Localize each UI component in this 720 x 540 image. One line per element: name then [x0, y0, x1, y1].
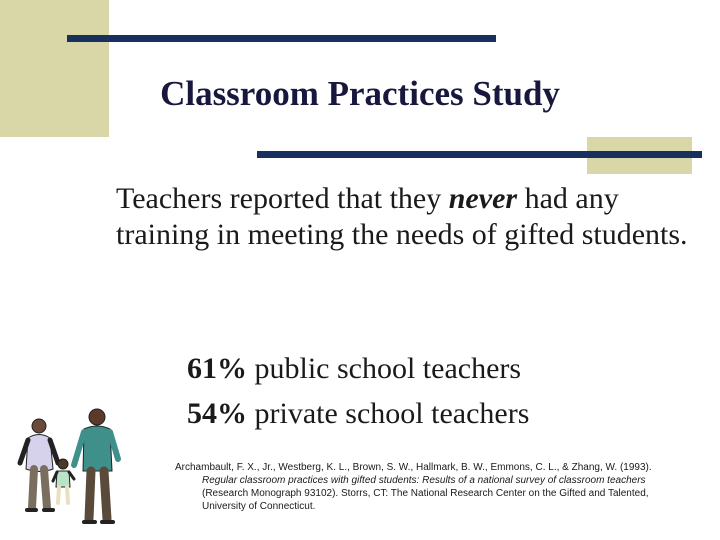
stat-percent: 54%: [187, 397, 247, 430]
citation-institution: University of Connecticut.: [202, 501, 316, 512]
family-walking-illustration-icon: [6, 405, 124, 535]
decorative-bar-top: [67, 35, 496, 42]
citation-publisher: (Research Monograph 93102). Storrs, CT: The National Research Center on the Gifted and Talented,: [202, 488, 649, 499]
stat-private-school: [187, 396, 529, 432]
citation-authors: Archambault, F. X., Jr., Westberg, K. L., Brown, S. W., Hallmark, B. W., Emmons, C. L., & Zhang, W. (1993).: [175, 462, 652, 473]
body-paragraph: [116, 181, 706, 253]
decorative-bar-bottom: [257, 151, 702, 158]
body-text-emphasis: never: [448, 182, 518, 215]
stat-public-school: [187, 351, 521, 387]
stat-label: private school teachers: [247, 397, 530, 430]
stat-label: public school teachers: [247, 352, 522, 385]
slide-title: Classroom Practices Study: [160, 74, 560, 113]
body-text-start: Teachers reported that they: [116, 182, 449, 215]
citation-title: Regular classroom practices with gifted students: Results of a national survey of classroom teachers: [202, 475, 646, 486]
stat-percent: 61%: [187, 352, 247, 385]
decorative-square-top-left: [0, 0, 109, 137]
body-text-end: had any training in meeting the needs of gifted students.: [116, 182, 688, 251]
citation: [175, 461, 685, 513]
